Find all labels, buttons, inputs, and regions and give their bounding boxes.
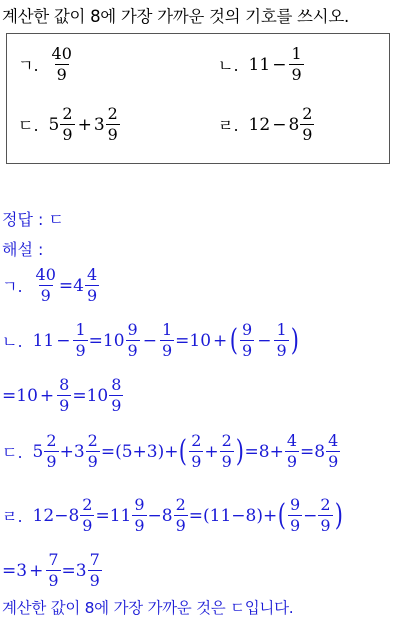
- fraction: [88, 552, 102, 589]
- equals-sign: =: [300, 441, 315, 462]
- whole-number: 10: [189, 330, 212, 351]
- plus-sign: +: [204, 441, 219, 462]
- fraction: [318, 497, 332, 534]
- equals-sign: =: [2, 560, 17, 581]
- equals-sign: =: [95, 505, 110, 526]
- numerator: 40: [51, 44, 72, 63]
- numerator: 2: [221, 431, 232, 450]
- minus-sign: −: [54, 505, 69, 526]
- whole-number: 3: [16, 560, 28, 581]
- fraction: [86, 433, 100, 470]
- plus-sign: +: [164, 441, 179, 462]
- fraction: [60, 106, 74, 143]
- denominator: 9: [46, 452, 57, 471]
- option-a-fraction: [50, 46, 74, 83]
- minus-sign: −: [272, 114, 287, 135]
- whole-number: 5: [32, 441, 44, 462]
- whole-number: 10: [102, 330, 125, 351]
- fraction: [326, 433, 340, 470]
- numerator: 2: [191, 431, 202, 450]
- explanation-line-d: [2, 497, 343, 534]
- question-text: 계산한 값이 8에 가장 가까운 것의 기호를 쓰시오.: [2, 7, 349, 26]
- equals-sign: =: [61, 560, 76, 581]
- minus-sign: −: [142, 330, 157, 351]
- explanation-line-b-cont: [2, 377, 124, 414]
- fraction: [274, 322, 288, 359]
- numerator: 2: [320, 495, 331, 514]
- explanation-line-b: [2, 322, 299, 359]
- line-label: ㄱ.: [2, 277, 23, 296]
- plus-sign: +: [269, 441, 284, 462]
- equals-sign: =: [88, 330, 103, 351]
- explanation-line-a: [2, 267, 100, 304]
- numerator: 2: [87, 431, 98, 450]
- minus-sign: −: [56, 330, 71, 351]
- option-b: [218, 46, 305, 83]
- whole-number: 8: [161, 505, 173, 526]
- plus-sign: +: [213, 330, 228, 351]
- denominator: 9: [134, 516, 145, 535]
- plus-sign: +: [29, 560, 44, 581]
- denominator: 9: [221, 452, 232, 471]
- whole-number: 8: [258, 441, 270, 462]
- whole-number: 4: [73, 275, 84, 296]
- numerator: 2: [107, 104, 118, 123]
- right-paren: ): [334, 497, 343, 533]
- numerator: 8: [59, 375, 70, 394]
- denominator: 9: [276, 341, 287, 360]
- whole-number: 12: [32, 505, 55, 526]
- denominator: 9: [302, 125, 313, 144]
- equals-sign: =: [188, 505, 204, 526]
- fraction: [34, 267, 58, 304]
- explanation-line-c: [2, 433, 341, 470]
- fraction: [106, 106, 120, 143]
- whole-number: 11: [109, 505, 132, 526]
- whole-number: 3: [93, 114, 105, 135]
- numerator: 2: [82, 495, 93, 514]
- denominator: 9: [86, 286, 98, 305]
- right-paren: ): [235, 433, 244, 469]
- fraction: [174, 497, 188, 534]
- numerator: 1: [276, 320, 287, 339]
- minus-sign: −: [303, 505, 318, 526]
- numerator: 2: [302, 104, 313, 123]
- explanation-line-d-cont: [2, 552, 103, 589]
- whole-number: 8: [68, 505, 80, 526]
- denominator: 9: [82, 516, 93, 535]
- denominator: 9: [175, 516, 186, 535]
- answer-line: [2, 207, 64, 230]
- whole-number: 3: [73, 441, 85, 462]
- denominator: 9: [62, 125, 73, 144]
- fraction: [285, 433, 299, 470]
- right-paren: ): [290, 322, 299, 358]
- left-paren: (: [278, 497, 287, 533]
- option-d-label: ㄹ.: [218, 116, 239, 135]
- denominator: 9: [320, 516, 331, 535]
- denominator: 9: [87, 452, 98, 471]
- numerator: 9: [289, 495, 301, 514]
- plus-sign: +: [39, 385, 55, 406]
- fraction: [160, 322, 174, 359]
- numerator: 4: [328, 431, 339, 450]
- option-c: [18, 106, 121, 143]
- denominator: 9: [59, 396, 70, 415]
- option-a-label: ㄱ.: [18, 56, 39, 75]
- whole-number: 3: [75, 560, 87, 581]
- fraction: [300, 106, 314, 143]
- whole-number: 10: [16, 385, 38, 406]
- explanation-title: 해설 :: [2, 240, 44, 259]
- fraction: [109, 377, 123, 414]
- fraction: [73, 322, 87, 359]
- numerator: 4: [286, 431, 298, 450]
- conclusion-text: 계산한 값이 8에 가장 가까운 것은 ㄷ입니다.: [2, 599, 294, 617]
- option-a: [18, 46, 75, 83]
- denominator: 9: [40, 286, 51, 305]
- denominator: 9: [289, 516, 301, 535]
- numerator: 40: [35, 265, 56, 284]
- denominator: 9: [242, 341, 253, 360]
- whole-number: 11: [248, 54, 271, 75]
- denominator: 9: [191, 452, 202, 471]
- answer-value: ㄷ: [48, 210, 64, 229]
- answer-prefix: 정답 :: [2, 210, 44, 229]
- equals-sign: =: [2, 385, 17, 406]
- whole-number: 8: [314, 441, 326, 462]
- plus-sign: +: [77, 114, 92, 135]
- whole-number: 12: [248, 114, 271, 135]
- numerator: 1: [291, 44, 302, 63]
- whole-number: 5: [48, 114, 60, 135]
- equals-sign: =: [100, 441, 116, 462]
- line-label: ㄷ.: [2, 443, 23, 462]
- denominator: 9: [111, 396, 122, 415]
- grouped-sum: (5+3): [115, 441, 165, 462]
- equals-sign: =: [72, 385, 87, 406]
- numerator: 2: [175, 495, 186, 514]
- numerator: 1: [161, 320, 173, 339]
- minus-sign: −: [257, 330, 272, 351]
- numerator: 2: [46, 431, 57, 450]
- fraction: [220, 433, 234, 470]
- equals-sign: =: [175, 330, 190, 351]
- numerator: 9: [134, 495, 145, 514]
- line-label: ㄴ.: [2, 332, 23, 351]
- option-b-fraction: [289, 46, 303, 83]
- fraction: [240, 322, 254, 359]
- denominator: 9: [56, 65, 67, 84]
- line-label: ㄹ.: [2, 507, 23, 526]
- fraction: [132, 497, 146, 534]
- numerator: 1: [75, 320, 86, 339]
- option-b-label: ㄴ.: [218, 56, 239, 75]
- denominator: 9: [328, 452, 339, 471]
- left-paren: (: [230, 322, 239, 358]
- fraction: [44, 433, 58, 470]
- left-paren: (: [179, 433, 188, 469]
- denominator: 9: [161, 341, 173, 360]
- fraction: [57, 377, 71, 414]
- denominator: 9: [48, 571, 59, 590]
- numerator: 9: [127, 320, 138, 339]
- plus-sign: +: [263, 505, 278, 526]
- whole-number: 10: [86, 385, 109, 406]
- fraction: [85, 267, 99, 304]
- option-d: [218, 106, 315, 143]
- fraction: [288, 497, 302, 534]
- minus-sign: −: [272, 54, 287, 75]
- numerator: 2: [62, 104, 73, 123]
- option-c-label: ㄷ.: [18, 116, 39, 135]
- denominator: 9: [286, 452, 298, 471]
- numerator: 7: [89, 550, 100, 569]
- plus-sign: +: [59, 441, 74, 462]
- grouped-difference: (11−8): [203, 505, 264, 526]
- fraction: [80, 497, 94, 534]
- minus-sign: −: [147, 505, 162, 526]
- equals-sign: =: [244, 441, 259, 462]
- denominator: 9: [107, 125, 118, 144]
- numerator: 9: [242, 320, 253, 339]
- numerator: 7: [48, 550, 59, 569]
- fraction: [46, 552, 60, 589]
- denominator: 9: [291, 65, 302, 84]
- numerator: 8: [111, 375, 122, 394]
- denominator: 9: [89, 571, 100, 590]
- numerator: 4: [86, 265, 98, 284]
- denominator: 9: [75, 341, 86, 360]
- whole-number: 8: [288, 114, 300, 135]
- fraction: [189, 433, 203, 470]
- denominator: 9: [127, 341, 138, 360]
- equals-sign: =: [58, 275, 74, 296]
- fraction: [126, 322, 140, 359]
- whole-number: 11: [32, 330, 55, 351]
